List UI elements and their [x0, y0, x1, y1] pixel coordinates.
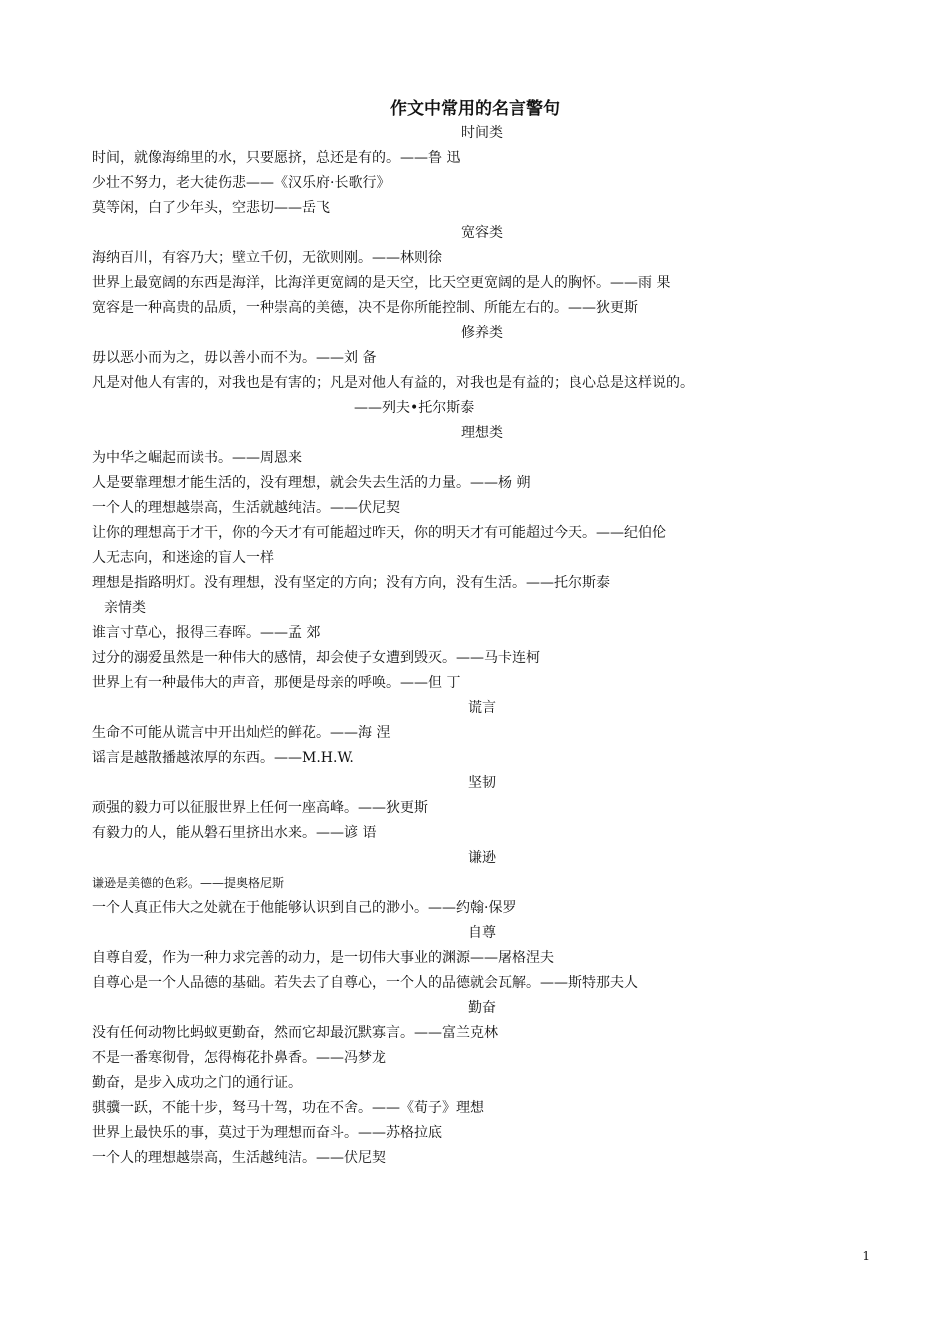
quote-line: 有毅力的人，能从磐石里挤出水来。——谚 语	[92, 825, 377, 841]
quote-line: 一个人真正伟大之处就在于他能够认识到自己的渺小。——约翰·保罗	[92, 900, 517, 916]
quote-line: 一个人的理想越崇高，生活就越纯洁。——伏尼契	[92, 500, 400, 516]
quote-line: 人是要靠理想才能生活的，没有理想，就会失去生活的力量。——杨 朔	[92, 475, 531, 491]
section-heading: 自尊	[468, 925, 496, 941]
quote-line: 凡是对他人有害的，对我也是有害的；凡是对他人有益的，对我也是有益的；良心总是这样说的。	[92, 375, 694, 391]
section-heading: 谦逊	[468, 850, 496, 866]
quote-line: 时间，就像海绵里的水，只要愿挤，总还是有的。——鲁 迅	[92, 150, 461, 166]
section-heading: 时间类	[461, 125, 503, 141]
quote-line: 人无志向，和迷途的盲人一样	[92, 550, 274, 566]
quote-line: 谦逊是美德的色彩。——提奥格尼斯	[92, 876, 285, 890]
quote-line: 顽强的毅力可以征服世界上任何一座高峰。——狄更斯	[92, 800, 428, 816]
quote-line: 自尊心是一个人品德的基础。若失去了自尊心，一个人的品德就会瓦解。——斯特那夫人	[92, 975, 638, 991]
quote-line: 谁言寸草心，报得三春晖。——孟 郊	[92, 625, 321, 641]
section-heading: 修养类	[461, 325, 503, 341]
page-number: 1	[862, 1249, 870, 1263]
quote-attribution: ——列夫•托尔斯泰	[354, 400, 475, 416]
quote-line: 谣言是越散播越浓厚的东西。——M.H.W.	[92, 750, 354, 766]
quote-line: 为中华之崛起而读书。——周恩来	[92, 450, 302, 466]
quote-line: 勤奋，是步入成功之门的通行证。	[92, 1075, 302, 1091]
quote-line: 世界上有一种最伟大的声音，那便是母亲的呼唤。——但 丁	[92, 675, 461, 691]
quote-line: 世界上最快乐的事，莫过于为理想而奋斗。——苏格拉底	[92, 1125, 442, 1141]
quote-line: 生命不可能从谎言中开出灿烂的鲜花。——海 涅	[92, 725, 391, 741]
quote-line: 骐骥一跃，不能十步，驽马十驾，功在不舍。——《荀子》理想	[92, 1100, 484, 1116]
section-heading: 勤奋	[468, 1000, 496, 1016]
quote-line: 不是一番寒彻骨，怎得梅花扑鼻香。——冯梦龙	[92, 1050, 386, 1066]
quote-line: 自尊自爱，作为一种力求完善的动力，是一切伟大事业的渊源——屠格涅夫	[92, 950, 554, 966]
quote-line: 理想是指路明灯。没有理想，没有坚定的方向；没有方向，没有生活。——托尔斯泰	[92, 575, 610, 591]
quote-list	[92, 121, 872, 1171]
quote-line: 莫等闲，白了少年头，空悲切——岳飞	[92, 200, 330, 216]
quote-line: 一个人的理想越崇高，生活越纯洁。——伏尼契	[92, 1150, 386, 1166]
quote-line: 过分的溺爱虽然是一种伟大的感情，却会使子女遭到毁灭。——马卡连柯	[92, 650, 540, 666]
section-heading: 理想类	[461, 425, 503, 441]
document-title: 作文中常用的名言警句	[390, 99, 560, 119]
section-heading: 谎言	[468, 700, 496, 716]
quote-line: 毋以恶小而为之，毋以善小而不为。——刘 备	[92, 350, 377, 366]
section-heading: 坚韧	[468, 775, 496, 791]
quote-line: 海纳百川，有容乃大；壁立千仞，无欲则刚。——林则徐	[92, 250, 442, 266]
quote-line: 世界上最宽阔的东西是海洋，比海洋更宽阔的是天空，比天空更宽阔的是人的胸怀。——雨 果	[92, 275, 671, 291]
section-heading: 亲情类	[104, 600, 146, 616]
section-heading: 宽容类	[461, 225, 503, 241]
quote-line: 少壮不努力，老大徒伤悲——《汉乐府·长歌行》	[92, 175, 391, 191]
quote-line: 没有任何动物比蚂蚁更勤奋，然而它却最沉默寡言。——富兰克林	[92, 1025, 498, 1041]
quote-line: 宽容是一种高贵的品质，一种崇高的美德，决不是你所能控制、所能左右的。——狄更斯	[92, 300, 638, 316]
quote-line: 让你的理想高于才干，你的今天才有可能超过昨天，你的明天才有可能超过今天。——纪伯伦	[92, 525, 666, 541]
